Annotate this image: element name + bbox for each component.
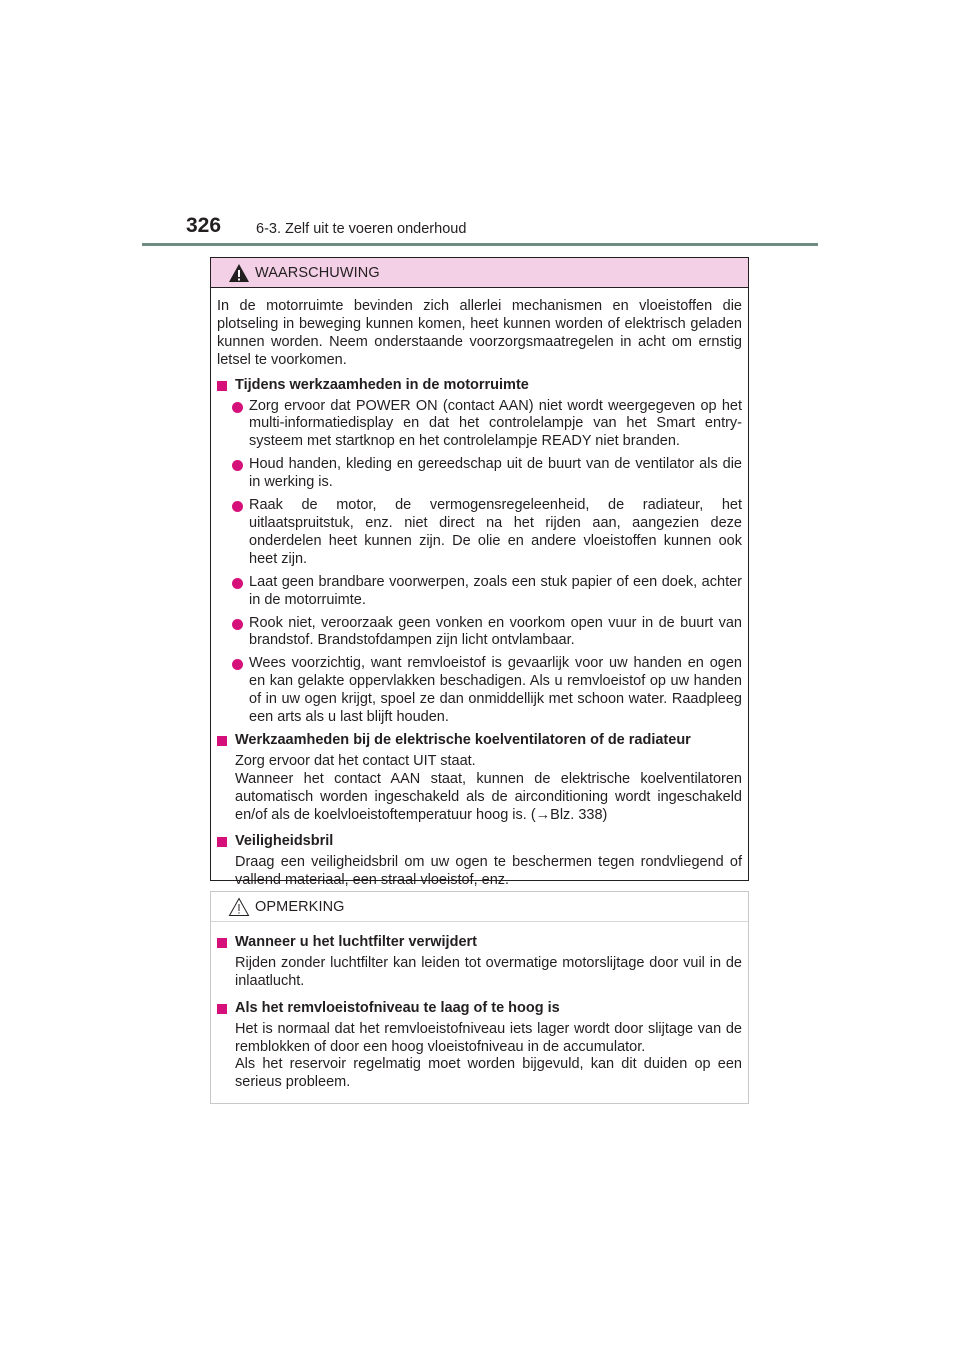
- section-text: Draag een veiligheidsbril om uw ogen te beschermen tegen rondvliegend of vallend materiaal, een straal vloeistof, enz.: [235, 854, 742, 889]
- warning-header: [211, 258, 748, 288]
- section-heading: [217, 377, 742, 395]
- section-heading-text: Tijdens werkzaamheden in de motorruimte: [235, 376, 529, 393]
- page-header: [186, 214, 826, 244]
- caution-outline-icon: [228, 897, 250, 917]
- round-bullet-icon: [232, 460, 243, 471]
- notice-title: OPMERKING: [255, 899, 345, 915]
- warning-triangle-icon: [228, 263, 250, 283]
- list-item: [217, 497, 742, 569]
- list-item-text: Houd handen, kleding en gereedschap uit de buurt van de ventilator als die in werking is.: [249, 456, 742, 491]
- notice-box: [210, 891, 749, 1104]
- list-item: [217, 574, 742, 610]
- round-bullet-icon: [232, 659, 243, 670]
- section-heading: [217, 833, 742, 851]
- section-heading: [217, 1000, 742, 1018]
- list-item: [217, 456, 742, 492]
- list-item-text: Rook niet, veroorzaak geen vonken en voorkom open vuur in de buurt van brandstof. Brandstofdampen zijn licht ontvlambaar.: [249, 614, 742, 649]
- page-number: 326: [186, 214, 222, 237]
- list-item-text: Laat geen brandbare voorwerpen, zoals een stuk papier of een doek, achter in de motorruimte.: [249, 573, 742, 608]
- notice-body: [211, 922, 748, 1092]
- round-bullet-icon: [232, 501, 243, 512]
- cross-reference-text: Wanneer het contact AAN staat, kunnen de elektrische koelventilatoren automatisch worden ingeschakeld als de airconditioning wordt ingeschakeld en/of als de koelvloeistoftemperatuur hoog is. (→Blz. 338): [235, 770, 742, 823]
- list-item: [217, 655, 742, 727]
- square-bullet-icon: [217, 837, 227, 847]
- square-bullet-icon: [217, 736, 227, 746]
- square-bullet-icon: [217, 1004, 227, 1014]
- section-text: Zorg ervoor dat het contact UIT staat.: [235, 752, 476, 769]
- section-heading: [217, 732, 742, 750]
- section-text: Als het reservoir regelmatig moet worden bijgevuld, kan dit duiden op een serieus probleem.: [235, 1056, 742, 1091]
- list-item: [217, 615, 742, 651]
- section-heading-text: Werkzaamheden bij de elektrische koelventilatoren of de radiateur: [235, 731, 691, 748]
- section-text: Rijden zonder luchtfilter kan leiden tot overmatige motorslijtage door vuil in de inlaatlucht.: [235, 954, 742, 989]
- warning-body: [211, 288, 748, 890]
- section-title: 6-3. Zelf uit te voeren onderhoud: [256, 221, 467, 237]
- warning-box: [210, 257, 749, 889]
- notice-header: [211, 892, 748, 922]
- square-bullet-icon: [217, 381, 227, 391]
- list-item-text: Raak de motor, de vermogensregeleenheid, de radiateur, het uitlaatspruitstuk, enz. niet direct na het rijden aan, aangezien deze onderdelen heet kunnen zijn. De olie en andere vloeistoffen kunnen ook heet zijn.: [249, 497, 742, 567]
- section-text: Het is normaal dat het remvloeistofniveau iets lager wordt door slijtage van de remblokken of door een hoog vloeistofniveau in de accumulator.: [235, 1020, 742, 1055]
- header-rule: [142, 243, 818, 246]
- list-item: [217, 398, 742, 452]
- square-bullet-icon: [217, 938, 227, 948]
- section-heading: [217, 934, 742, 952]
- round-bullet-icon: [232, 402, 243, 413]
- round-bullet-icon: [232, 578, 243, 589]
- list-item-text: Zorg ervoor dat POWER ON (contact AAN) niet wordt weergegeven op het multi-informatiedisplay en dat het controlelampje van het Smart entry-systeem met startknop en het controlelampje READY niet branden.: [249, 397, 742, 450]
- list-item-text: Wees voorzichtig, want remvloeistof is gevaarlijk voor uw handen en ogen en kan gelakte oppervlakken beschadigen. Als u remvloeistof op uw handen of in uw ogen krijgt, spoel ze dan onmiddellijk met schoon water. Raadpleeg een arts als u last blijft houden.: [249, 655, 742, 726]
- warning-intro: In de motorruimte bevinden zich allerlei mechanismen en vloeistoffen die plotseling in beweging kunnen komen, heet kunnen worden of elektrisch geladen kunnen worden. Neem onderstaande voorzorgsmaatregelen in acht om ernstig letsel te voorkomen.: [217, 298, 742, 368]
- section-text: [217, 771, 742, 825]
- section-heading-text: Als het remvloeistofniveau te laag of te hoog is: [235, 999, 560, 1016]
- section-heading-text: Veiligheidsbril: [235, 833, 334, 850]
- warning-title: WAARSCHUWING: [255, 265, 380, 281]
- round-bullet-icon: [232, 619, 243, 630]
- section-heading-text: Wanneer u het luchtfilter verwijdert: [235, 934, 477, 950]
